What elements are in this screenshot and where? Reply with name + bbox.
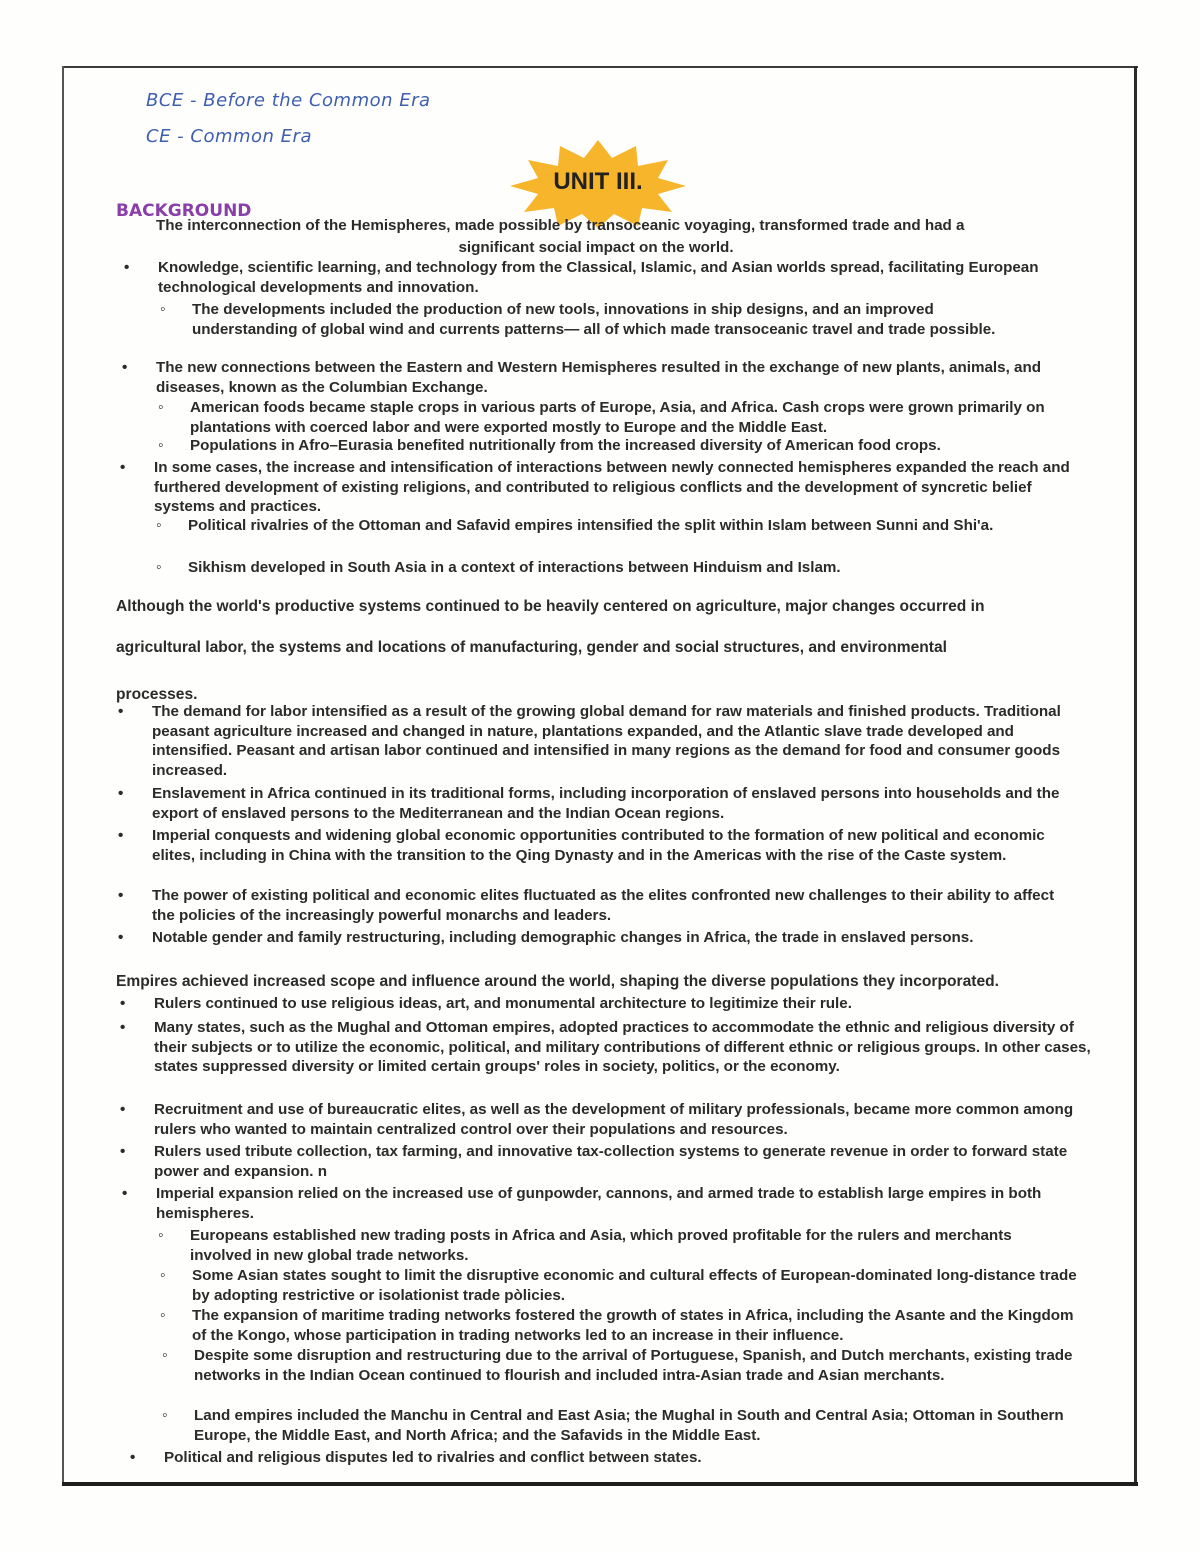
paragraph: Empires achieved increased scope and influence around the world, shaping the diverse populations they incorporated. bbox=[116, 973, 999, 990]
list-item: • Political and religious disputes led to rivalries and conflict between states. bbox=[164, 1448, 1064, 1468]
list-item: • Rulers used tribute collection, tax farming, and innovative tax-collection systems to generate revenue in order to forward state power and expansion. n bbox=[154, 1142, 1084, 1181]
paragraph-line-1: Although the world's productive systems continued to be heavily centered on agriculture, major changes occurred in bbox=[116, 598, 985, 615]
handwritten-note-bce: BCE - Before the Common Era bbox=[146, 90, 431, 111]
list-item: • Recruitment and use of bureaucratic elites, as well as the development of military professionals, became more common among rulers who wanted to maintain centralized control over their populations and resources. bbox=[154, 1100, 1074, 1139]
list-subitem: ◦ Populations in Afro–Eurasia benefited nutritionally from the increased diversity of American food crops. bbox=[190, 436, 1060, 456]
list-subitem: ◦ Land empires included the Manchu in Central and East Asia; the Mughal in South and Central Asia; Ottoman in Southern Europe, the Middle East, and North Africa; and the Safavids in the Middle East. bbox=[194, 1406, 1094, 1445]
list-item: • Knowledge, scientific learning, and technology from the Classical, Islamic, and Asian worlds spread, facilitating European technological developments and innovation. bbox=[158, 258, 1063, 297]
paragraph-line-3: processes. bbox=[116, 686, 198, 703]
list-subitem: ◦ American foods became staple crops in various parts of Europe, Asia, and Africa. Cash crops were grown primarily on plantations with coerced labor and were exported mostly to Europe and the Middle East. bbox=[190, 398, 1060, 437]
handwritten-background-label: BACKGROUND bbox=[116, 201, 252, 221]
list-subitem: ◦ Europeans established new trading posts in Africa and Asia, which proved profitable for the rulers and merchants involved in new global trade networks. bbox=[190, 1226, 1050, 1265]
list-subitem: ◦ The developments included the production of new tools, innovations in ship designs, and an improved understanding of global wind and currents patterns— all of which made transoceanic travel and trade possible. bbox=[192, 300, 1032, 339]
list-item: • The demand for labor intensified as a result of the growing global demand for raw materials and finished products. Traditional peasant agriculture increased and changed in nature, plantations expanded, and the Atlantic slave trade developed and intensified. Peasant and artisan labor continued and intensified in many regions as the demand for food and consumer goods increased. bbox=[152, 702, 1092, 780]
list-item: • The new connections between the Eastern and Western Hemispheres resulted in the exchange of new plants, animals, and diseases, known as the Columbian Exchange. bbox=[156, 358, 1056, 397]
list-item: • Imperial expansion relied on the increased use of gunpowder, cannons, and armed trade to establish large empires in both hemispheres. bbox=[156, 1184, 1096, 1223]
list-subitem: ◦ The expansion of maritime trading networks fostered the growth of states in Africa, including the Asante and the Kingdom of the Kongo, whose participation in trading networks led to an increase in their influence. bbox=[192, 1306, 1082, 1345]
list-subitem: ◦ Despite some disruption and restructuring due to the arrival of Portuguese, Spanish, and Dutch merchants, existing trade networks in the Indian Ocean continued to flourish and included intra-Asian trade and Asian merchants. bbox=[194, 1346, 1074, 1385]
list-item: • The power of existing political and economic elites fluctuated as the elites confronted new challenges to their ability to affect the policies of the increasingly powerful monarchs and leaders. bbox=[152, 886, 1072, 925]
list-subitem: ◦ Some Asian states sought to limit the disruptive economic and cultural effects of European-dominated long-distance trade by adopting restrictive or isolationist trade pòlicies. bbox=[192, 1266, 1082, 1305]
intro-line-2: significant social impact on the world. bbox=[458, 239, 734, 256]
list-item: • Enslavement in Africa continued in its traditional forms, including incorporation of enslaved persons into households and the export of enslaved persons to the Mediterranean and the Indian Ocean regions. bbox=[152, 784, 1072, 823]
list-subitem: ◦ Political rivalries of the Ottoman and Safavid empires intensified the split within Islam between Sunni and Shi'a. bbox=[188, 516, 1058, 536]
list-item: • Notable gender and family restructuring, including demographic changes in Africa, the trade in enslaved persons. bbox=[152, 928, 1092, 948]
paragraph-line-2: agricultural labor, the systems and locations of manufacturing, gender and social structures, and environmental bbox=[116, 639, 947, 656]
list-item: • Rulers continued to use religious ideas, art, and monumental architecture to legitimize their rule. bbox=[154, 994, 1084, 1014]
list-item: • Many states, such as the Mughal and Ottoman empires, adopted practices to accommodate the ethnic and religious diversity of their subjects or to utilize the economic, political, and military contributions of different ethnic or religious groups. In other cases, states suppressed diversity or limited certain groups' roles in society, politics, or the economy. bbox=[154, 1018, 1094, 1077]
unit-title: UNIT III. bbox=[553, 168, 643, 195]
handwritten-note-ce: CE - Common Era bbox=[146, 126, 312, 147]
list-item: • In some cases, the increase and intensification of interactions between newly connected hemispheres expanded the reach and furthered development of existing religions, and contributed to religious conflicts and the development of syncretic belief systems and practices. bbox=[154, 458, 1072, 517]
list-item: • Imperial conquests and widening global economic opportunities contributed to the formation of new political and economic elites, including in China with the transition to the Qing Dynasty and in the Americas with the rise of the Caste system. bbox=[152, 826, 1092, 865]
list-subitem: ◦ Sikhism developed in South Asia in a context of interactions between Hinduism and Islam. bbox=[188, 558, 1058, 578]
intro-line-1: The interconnection of the Hemispheres, made possible by transoceanic voyaging, transformed trade and had a bbox=[156, 217, 965, 234]
